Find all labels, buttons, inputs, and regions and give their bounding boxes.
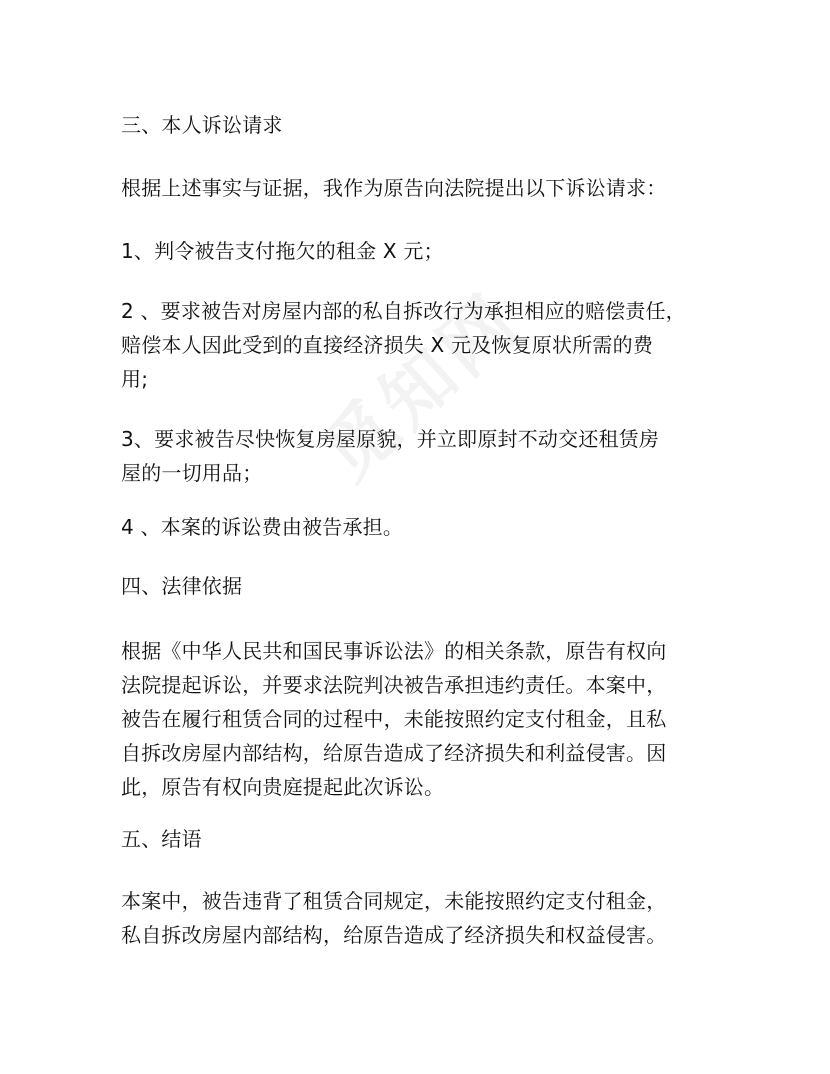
claim-2 — [121, 294, 721, 396]
conclusion-heading: 五、结语 — [121, 827, 202, 851]
claim-4: 4 、本案的诉讼费由被告承担。 — [121, 515, 404, 539]
claims-intro: 根据上述事实与证据，我作为原告向法院提出以下诉讼请求： — [121, 176, 667, 200]
legal-body-line: 被告在履行租赁合同的过程中，未能按照约定支付租金，且私 — [121, 707, 667, 731]
legal-body — [121, 634, 721, 804]
claim-3 — [121, 422, 721, 490]
claim-2-line: 赔偿本人因此受到的直接经济损失 X 元及恢复原状所需的费 — [121, 333, 654, 357]
claim-2-line: 2 、要求被告对房屋内部的私自拆改行为承担相应的赔偿责任， — [121, 299, 686, 323]
claim-1: 1、判令被告支付拖欠的租金 X 元； — [121, 239, 444, 263]
claims-heading: 三、本人诉讼请求 — [121, 113, 283, 137]
conclusion-body-line: 私自拆改房屋内部结构，给原告造成了经济损失和权益侵害。 — [121, 923, 667, 947]
legal-heading: 四、法律依据 — [121, 574, 243, 598]
conclusion-body-line: 本案中，被告违背了租赁合同规定，未能按照约定支付租金， — [121, 889, 667, 913]
legal-body-line: 根据《中华人民共和国民事诉讼法》的相关条款，原告有权向 — [121, 639, 667, 663]
legal-body-line: 此，原告有权向贵庭提起此次诉讼。 — [121, 775, 445, 799]
legal-body-line: 法院提起诉讼，并要求法院判决被告承担违约责任。本案中， — [121, 673, 667, 697]
claim-2-line: 用; — [121, 367, 149, 391]
claim-3-line: 屋的一切用品； — [121, 461, 263, 485]
conclusion-body — [121, 884, 721, 952]
claim-3-line: 3、要求被告尽快恢复房屋原貌，并立即原封不动交还租赁房 — [121, 427, 660, 451]
legal-body-line: 自拆改房屋内部结构，给原告造成了经济损失和利益侵害。因 — [121, 741, 667, 765]
